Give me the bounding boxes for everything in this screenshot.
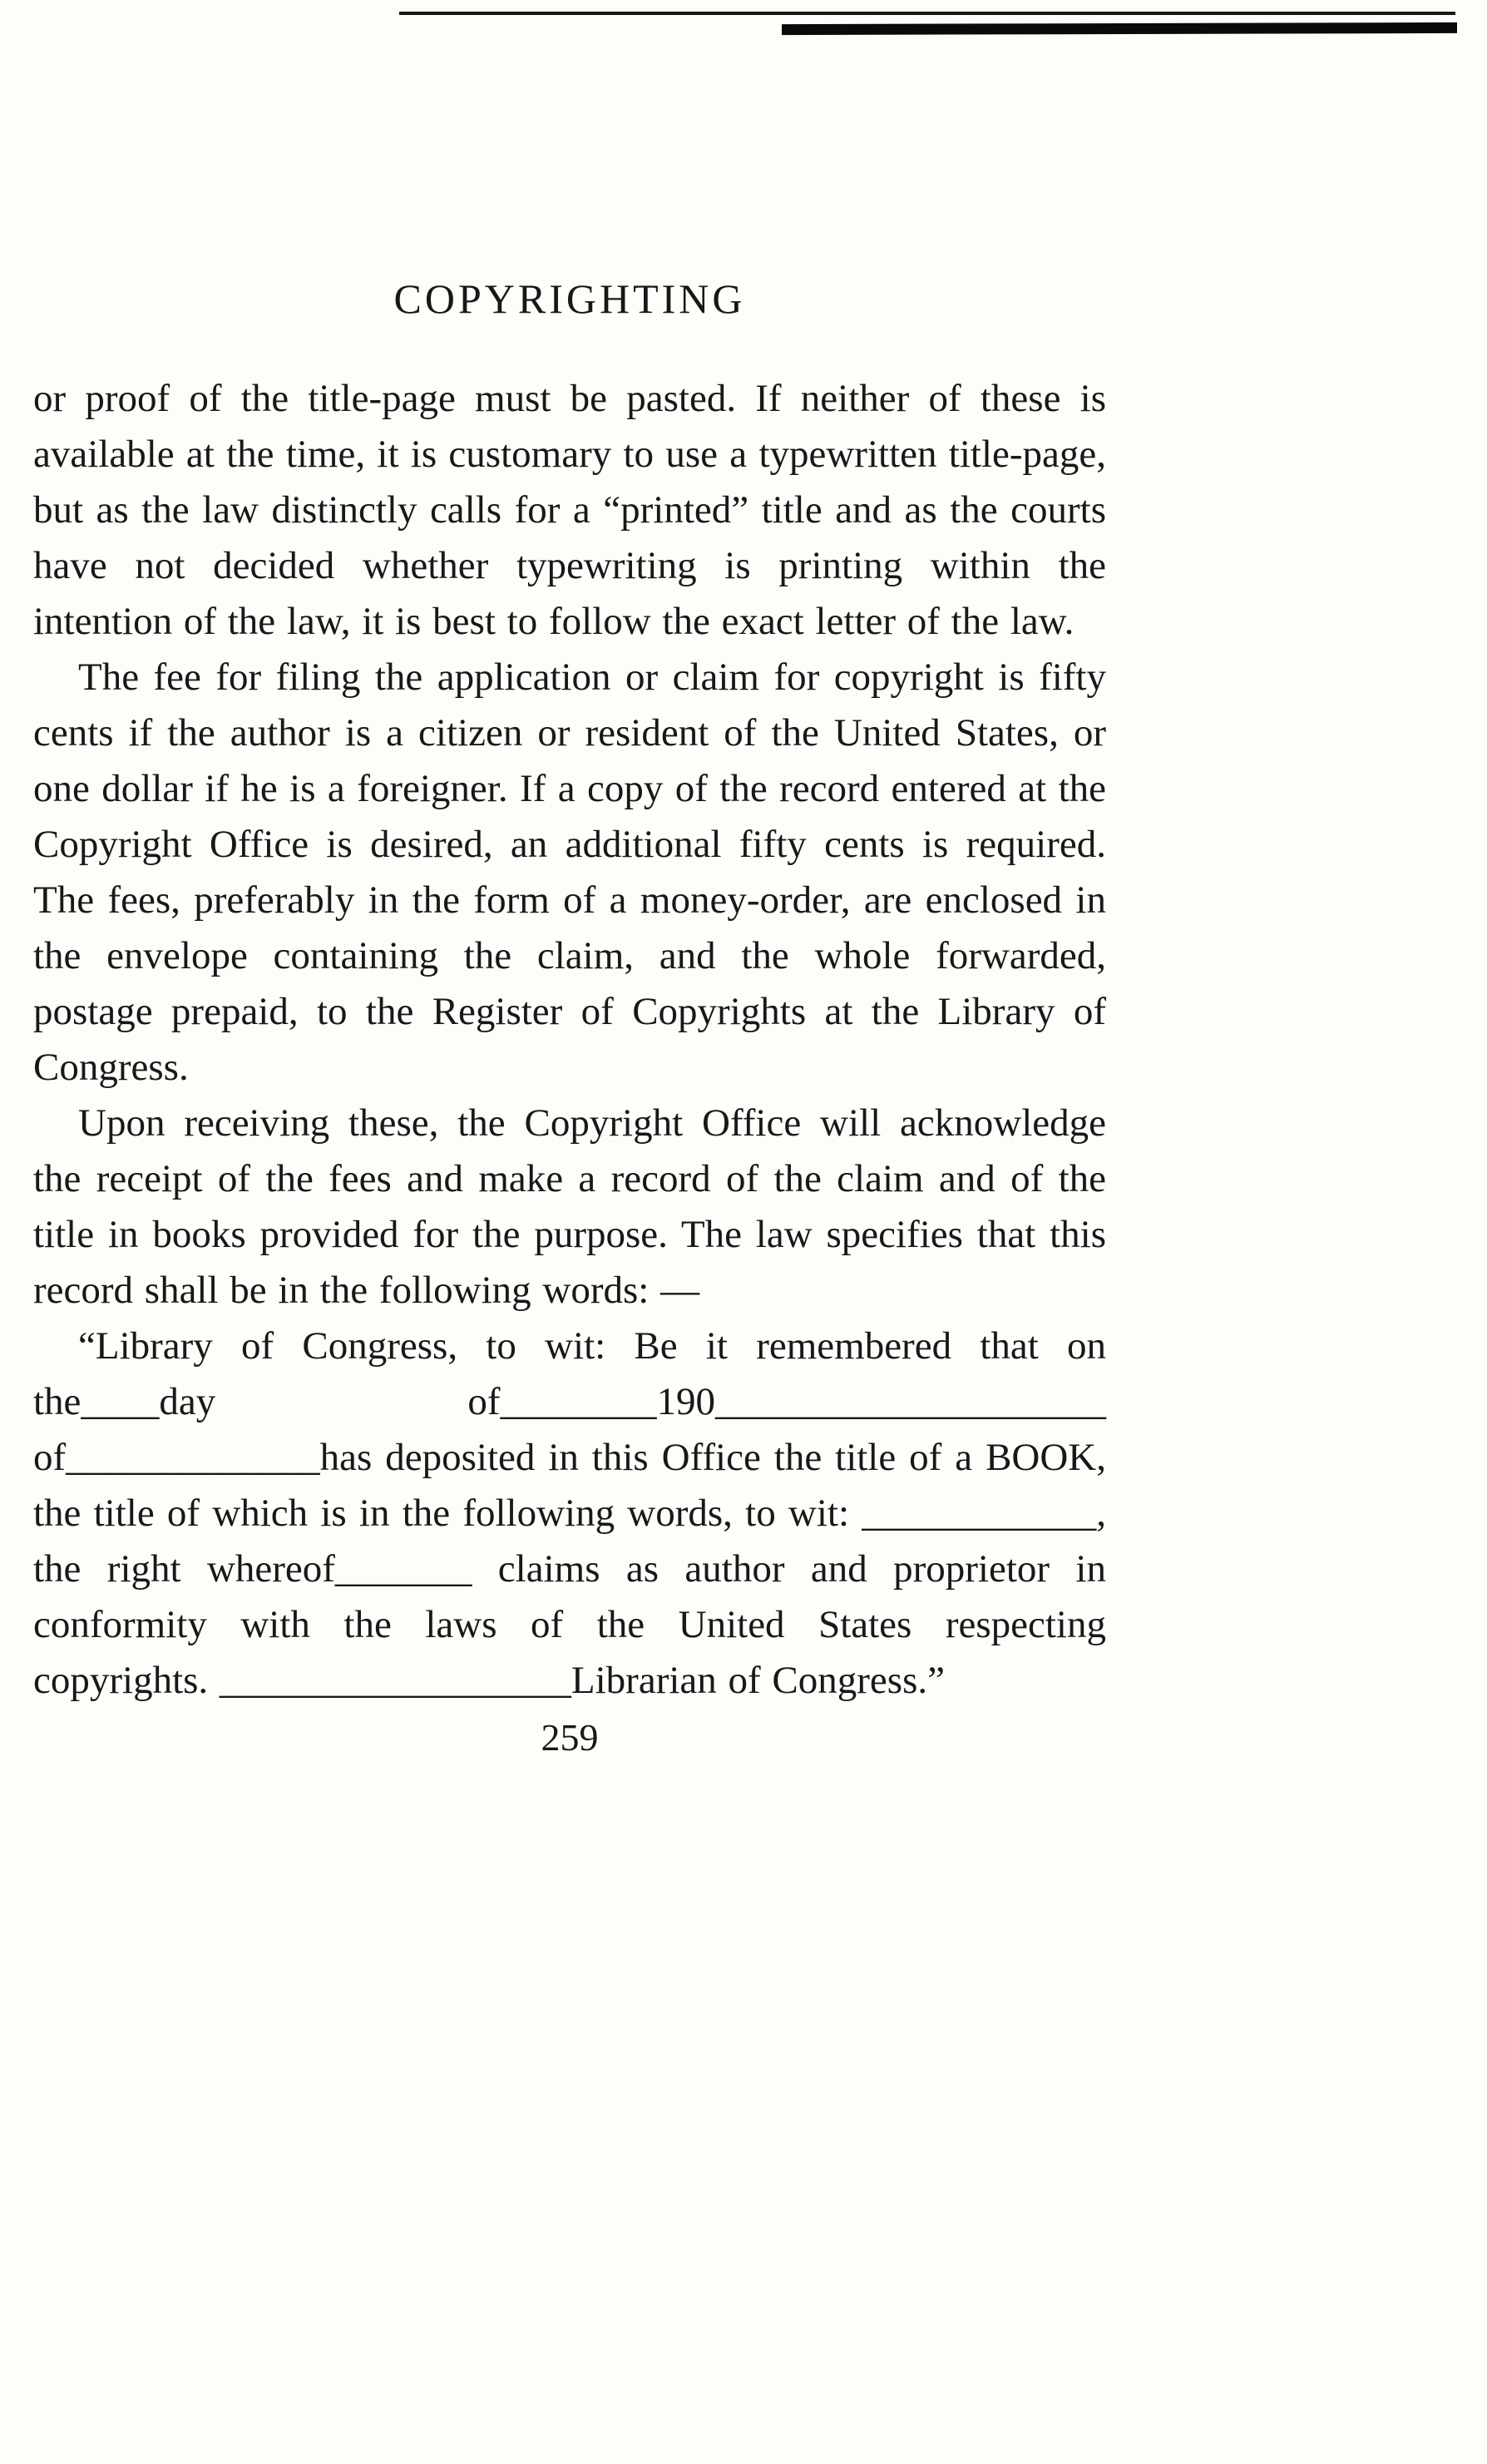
scan-artifact-thin-rule — [399, 12, 1455, 15]
paragraph-continuation: or proof of the title-page must be pasted. If neither of these is available at the time, it is customary to use a typewritten title-page, but as the law distinctly calls for a “printed” title and as the courts have not decided whether typewriting is printing within the intention of the law, it is best to follow the exact letter of the law. — [33, 377, 1106, 643]
running-header-title: COPYRIGHTING — [393, 275, 746, 322]
paragraph-receipt-record: Upon receiving these, the Copyright Office will acknowledge the receipt of the fees and make a record of the claim and of the title in books provided for the purpose. The law specifies that this record shall be in the following words: — — [33, 1101, 1106, 1312]
scan-artifact-thick-rule — [782, 22, 1457, 35]
paragraph-filing-fee: The fee for filing the application or claim for copyright is fifty cents if the author is a citizen or resident of the United States, or one dollar if he is a foreigner. If a copy of the record entered at the Copyright Office is desired, an additional fifty cents is required. The fees, preferably in the form of a money-order, are enclosed in the envelope containing the claim, and the whole forwarded, postage prepaid, to the Register of Copyrights at the Library of Congress. — [33, 656, 1106, 1089]
page-number: 259 — [541, 1716, 599, 1759]
paragraph-record-form-quote: “Library of Congress, to wit: Be it remembered that on the____day of________190____________________ of_____________has deposited in this Office the title of a BOOK, the title of which is in the following words, to wit: ____________, the right whereof_______ claims as author and proprietor in conformity with the laws of the United States respecting copyrights. __________________Librarian of Congress.” — [33, 1324, 1106, 1702]
text-column — [33, 275, 1106, 1759]
